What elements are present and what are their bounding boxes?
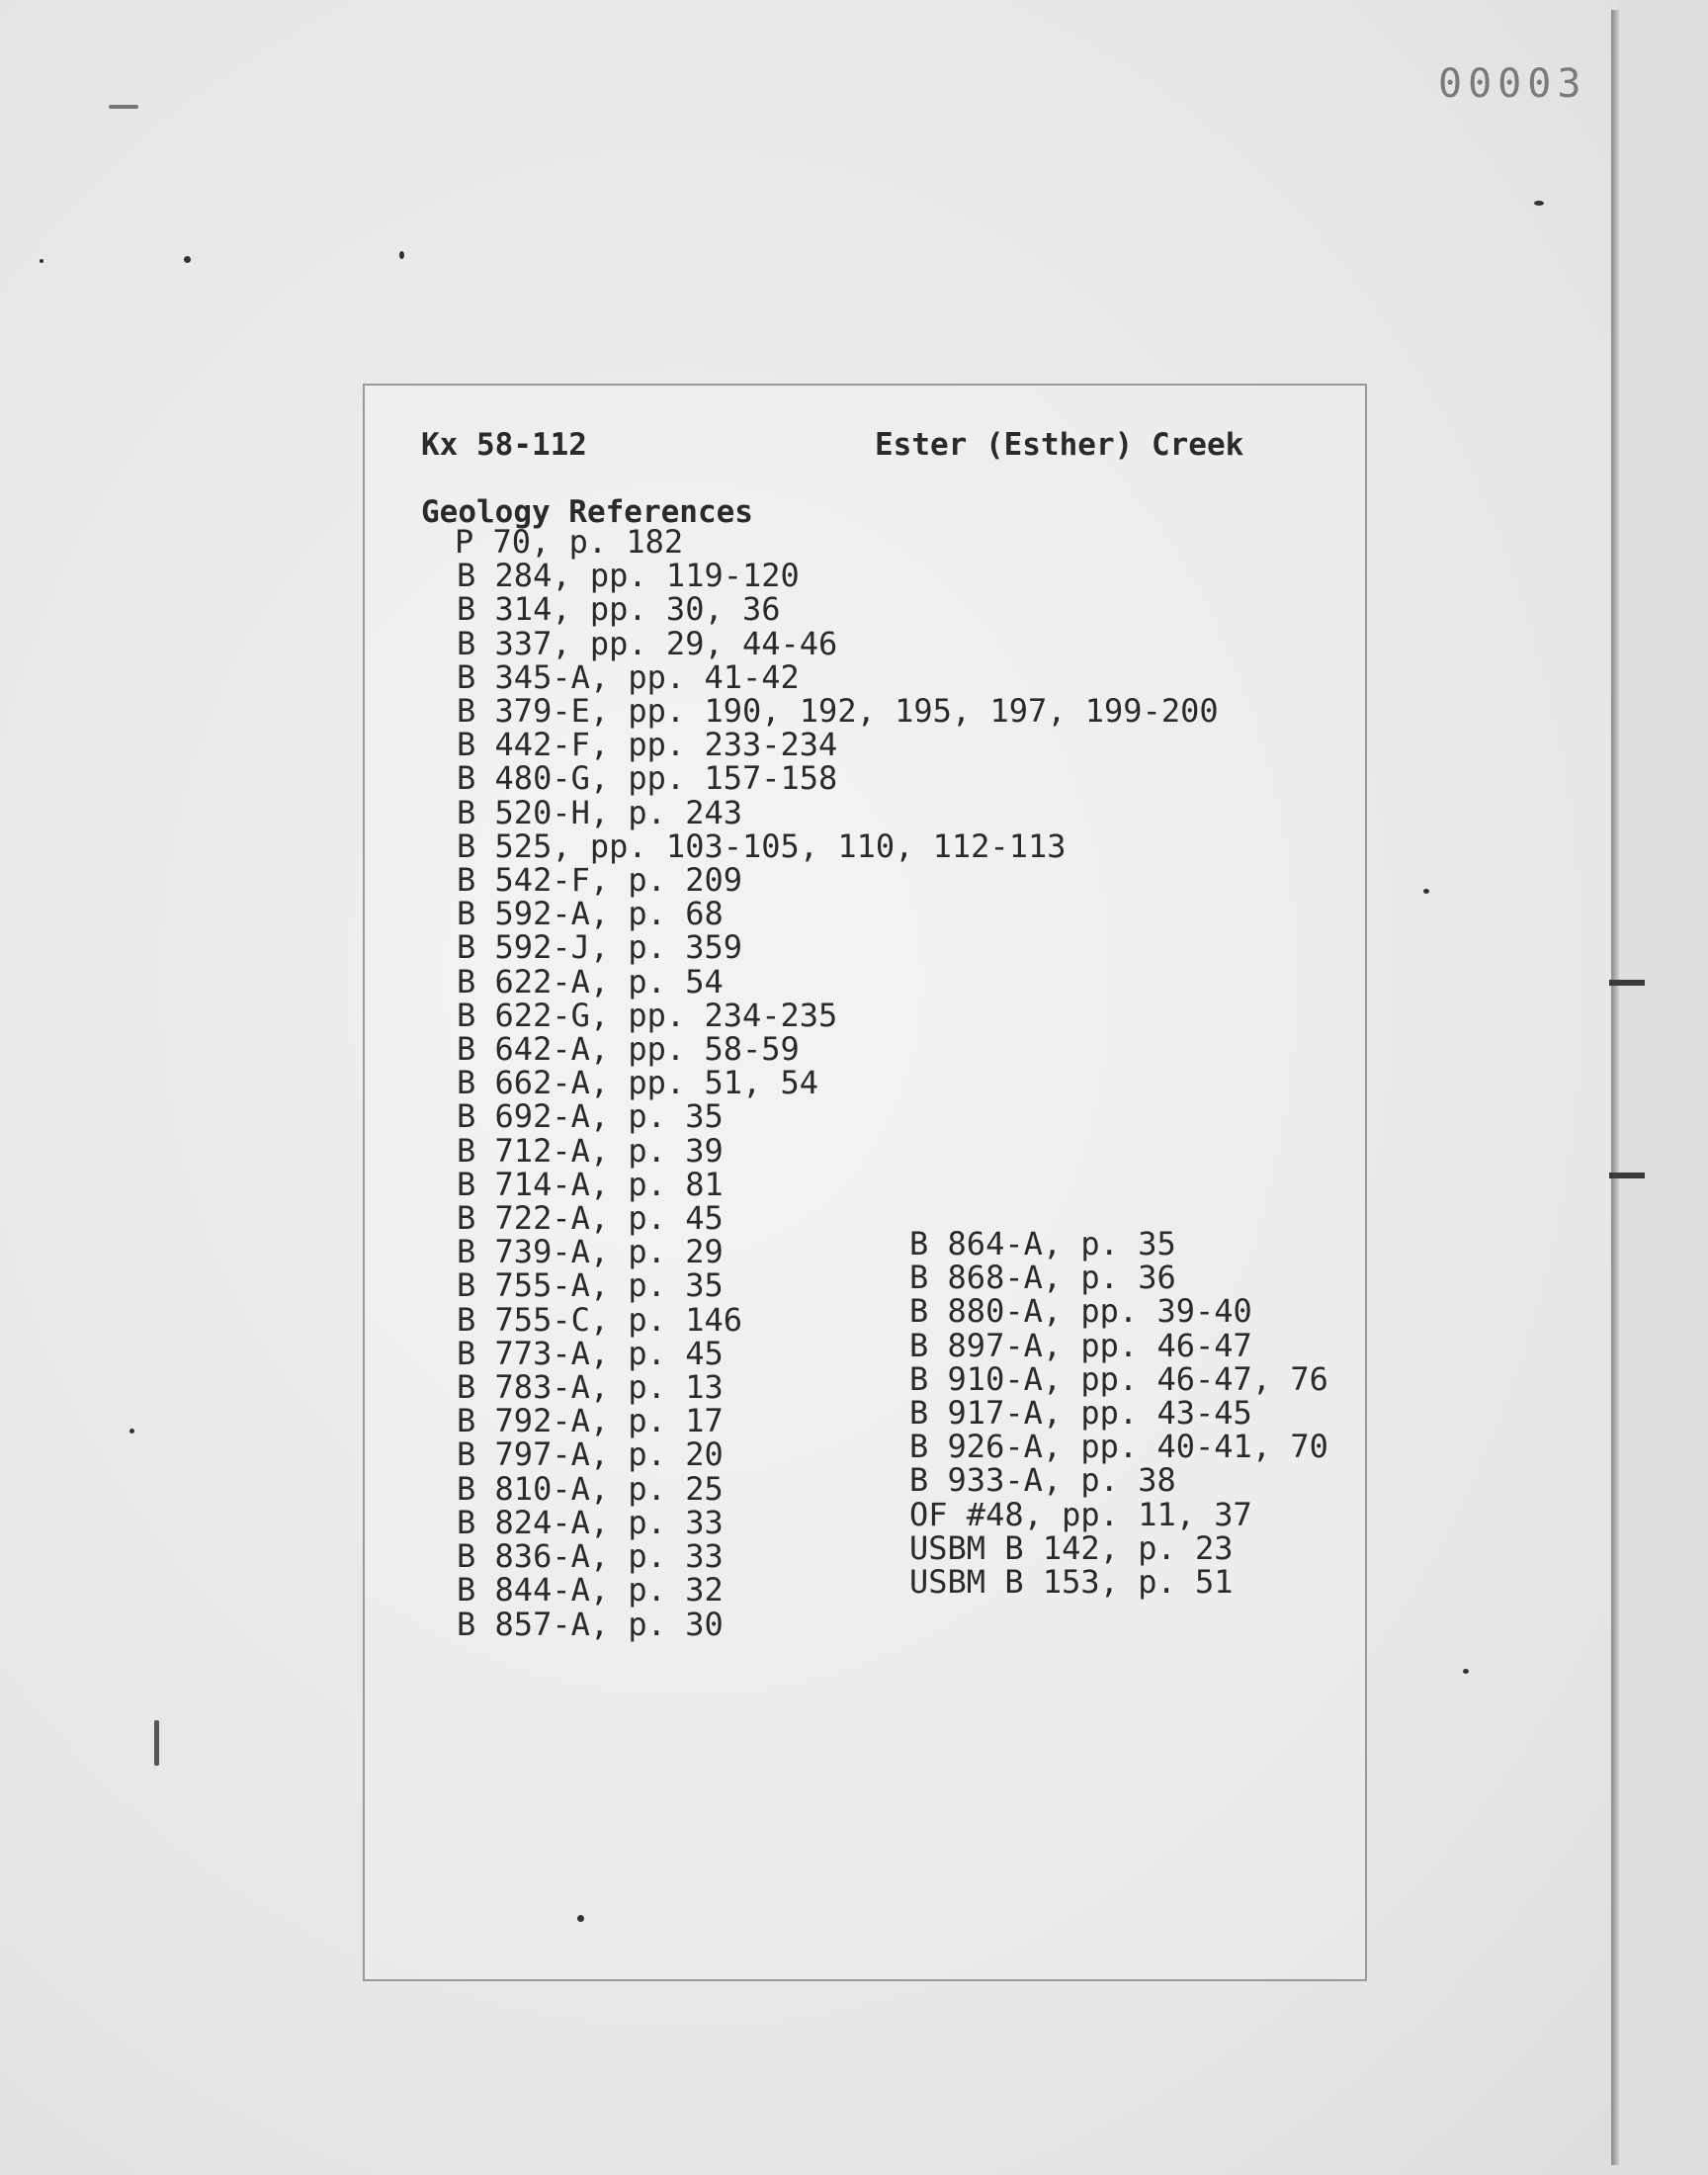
scan-speck	[129, 1429, 134, 1434]
reference-item: OF #48, pp. 11, 37	[909, 1495, 1252, 1533]
reference-item: B 857-A, p. 30	[457, 1605, 724, 1643]
reference-item: B 910-A, pp. 46-47, 76	[909, 1359, 1328, 1398]
reference-item: B 722-A, p. 45	[457, 1199, 724, 1238]
binder-tab-mark	[1609, 1173, 1645, 1192]
reference-item: B 442-F, pp. 233-234	[457, 726, 838, 764]
reference-item: P 70, p. 182	[455, 523, 684, 561]
reference-item: B 836-A, p. 33	[457, 1537, 724, 1576]
reference-item: USBM B 153, p. 51	[909, 1563, 1234, 1602]
reference-item: B 797-A, p. 20	[457, 1436, 724, 1474]
reference-item: B 755-C, p. 146	[457, 1300, 742, 1339]
scan-speck	[399, 251, 404, 259]
scan-speck	[154, 1720, 159, 1766]
reference-item: B 592-J, p. 359	[457, 928, 742, 967]
reference-item: B 520-H, p. 243	[457, 793, 742, 831]
page-number-stamp: 00003	[1438, 61, 1587, 107]
scan-speck	[1463, 1669, 1469, 1674]
reference-item: B 755-A, p. 35	[457, 1266, 724, 1305]
page-margin-strip	[1619, 0, 1708, 2175]
reference-item: B 868-A, p. 36	[909, 1259, 1176, 1297]
reference-item: USBM B 142, p. 23	[909, 1528, 1234, 1567]
reference-item: B 714-A, p. 81	[457, 1165, 724, 1203]
reference-item: B 692-A, p. 35	[457, 1097, 724, 1136]
reference-item: B 662-A, pp. 51, 54	[457, 1064, 819, 1102]
reference-item: B 712-A, p. 39	[457, 1131, 724, 1170]
scan-speck	[577, 1915, 584, 1922]
reference-item: B 337, pp. 29, 44-46	[457, 624, 838, 662]
reference-item: B 773-A, p. 45	[457, 1334, 724, 1372]
reference-item: B 897-A, pp. 46-47	[909, 1326, 1252, 1364]
reference-item: B 783-A, p. 13	[457, 1368, 724, 1407]
reference-item: B 917-A, pp. 43-45	[909, 1394, 1252, 1433]
reference-item: B 926-A, pp. 40-41, 70	[909, 1428, 1328, 1466]
section-heading: Geology References	[421, 494, 753, 530]
reference-item: B 810-A, p. 25	[457, 1469, 724, 1508]
reference-item: B 284, pp. 119-120	[457, 557, 800, 595]
card-title: Ester (Esther) Creek	[875, 427, 1244, 463]
card-id: Kx 58-112	[421, 427, 587, 463]
reference-item: B 379-E, pp. 190, 192, 195, 197, 199-200	[457, 692, 1219, 731]
reference-item: B 622-G, pp. 234-235	[457, 996, 838, 1034]
reference-item: B 622-A, p. 54	[457, 962, 724, 1000]
reference-item: B 824-A, p. 33	[457, 1503, 724, 1541]
reference-item: B 542-F, p. 209	[457, 861, 742, 900]
scan-speck	[1423, 889, 1429, 894]
reference-item: B 525, pp. 103-105, 110, 112-113	[457, 826, 1067, 865]
scan-speck	[109, 105, 138, 109]
reference-item: B 792-A, p. 17	[457, 1402, 724, 1440]
reference-item: B 844-A, p. 32	[457, 1571, 724, 1610]
reference-item: B 314, pp. 30, 36	[457, 590, 781, 629]
reference-item: B 592-A, p. 68	[457, 895, 724, 933]
references-right-column	[909, 1225, 1328, 1602]
binder-tab-mark	[1609, 974, 1645, 986]
reference-item: B 480-G, pp. 157-158	[457, 759, 838, 798]
reference-item: B 642-A, pp. 58-59	[457, 1030, 800, 1069]
scan-speck	[184, 256, 191, 263]
scan-speck	[40, 259, 43, 263]
reference-item: B 864-A, p. 35	[909, 1225, 1176, 1262]
reference-item: B 880-A, pp. 39-40	[909, 1292, 1252, 1331]
scan-speck	[1534, 201, 1544, 206]
page-edge-shadow	[1611, 10, 1619, 2165]
reference-item: B 345-A, pp. 41-42	[457, 657, 800, 696]
reference-item: B 739-A, p. 29	[457, 1233, 724, 1271]
reference-item: B 933-A, p. 38	[909, 1461, 1176, 1500]
